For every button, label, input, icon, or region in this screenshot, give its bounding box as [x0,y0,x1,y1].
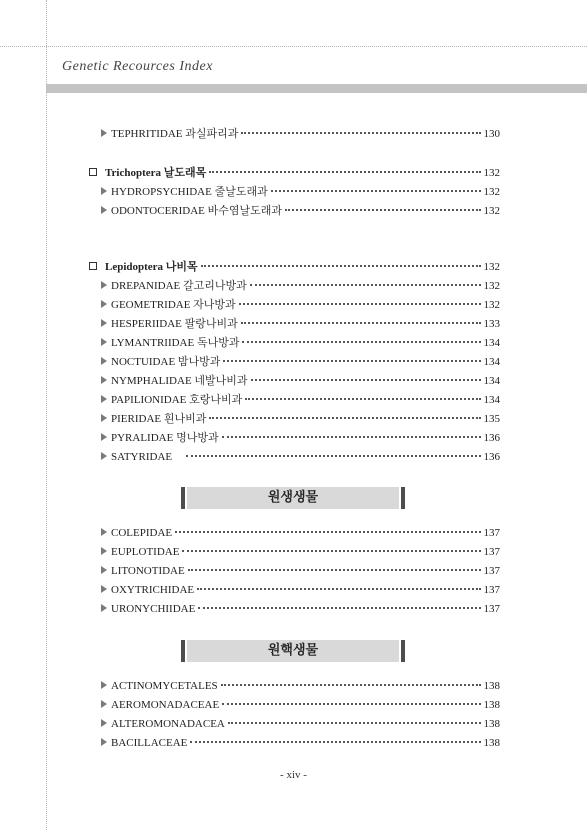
dot-leader [241,132,480,134]
dot-leader [241,322,481,324]
entry-page-number: 134 [483,337,500,349]
index-entry [101,392,500,408]
group-label: Lepidoptera 나비목 [105,261,198,273]
square-bullet-icon [89,262,97,270]
triangle-bullet-icon [101,395,107,403]
dot-leader [222,436,481,438]
entry-label: OXYTRICHIDAE [111,584,195,596]
entry-label: LYMANTRIIDAE 독나방과 [111,337,240,349]
index-group-heading [89,259,500,275]
triangle-bullet-icon [101,319,107,327]
dot-leader [198,607,480,609]
group-label: Trichoptera 날도래목 [105,167,207,179]
triangle-bullet-icon [101,357,107,365]
dot-leader [190,741,480,743]
index-entry [101,278,500,294]
margin-guide-vertical [46,0,47,830]
index-entry [101,582,500,598]
triangle-bullet-icon [101,528,107,536]
entry-page-number: 138 [483,699,500,711]
index-entry [101,678,500,694]
entry-label: COLEPIDAE [111,527,173,539]
entry-label: URONYCHIIDAE [111,603,196,615]
index-entry [101,563,500,579]
dot-leader [175,531,480,533]
index-entry [101,203,500,219]
section-right-bar [401,487,405,509]
section-title: 원핵생물 [187,640,399,662]
triangle-bullet-icon [101,738,107,746]
dot-leader [197,588,480,590]
entry-page-number: 132 [483,186,500,198]
triangle-bullet-icon [101,585,107,593]
header-rule-bar [46,84,587,93]
index-entry [101,184,500,200]
triangle-bullet-icon [101,604,107,612]
index-entry [101,335,500,351]
dot-leader [251,379,481,381]
index-entry [101,716,500,732]
triangle-bullet-icon [101,566,107,574]
triangle-bullet-icon [101,681,107,689]
entry-page-number: 136 [483,432,500,444]
dot-leader [239,303,481,305]
entry-page-number: 137 [483,603,500,615]
dot-leader [222,703,480,705]
triangle-bullet-icon [101,719,107,727]
dot-leader [242,341,480,343]
entry-page-number: 135 [483,413,500,425]
entry-label: PIERIDAE 흰나비과 [111,413,207,425]
triangle-bullet-icon [101,338,107,346]
group-page-number: 132 [483,261,500,273]
entry-page-number: 137 [483,584,500,596]
dot-leader [271,190,481,192]
entry-label: DREPANIDAE 갈고리나방과 [111,280,247,292]
group-page-number: 132 [483,167,500,179]
entry-label: BACILLACEAE [111,737,188,749]
entry-label: SATYRIDAE [111,451,173,463]
entry-label: HYDROPSYCHIDAE 줄날도래과 [111,186,268,198]
entry-page-number: 134 [483,356,500,368]
entry-label: ACTINOMYCETALES [111,680,218,692]
dot-leader [285,209,480,211]
dot-leader [182,550,480,552]
entry-page-number: 137 [483,546,500,558]
entry-label: ALTEROMONADACEA [111,718,225,730]
entry-page-number: 137 [483,527,500,539]
index-entry [101,411,500,427]
index-entry [101,297,500,313]
entry-page-number: 137 [483,565,500,577]
entry-label: GEOMETRIDAE 자나방과 [111,299,236,311]
dot-leader [209,171,480,173]
index-entry [101,735,500,751]
section-left-bar [181,640,185,662]
section-right-bar [401,640,405,662]
section-title: 원생생물 [187,487,399,509]
page-number-footer: - xiv - [280,769,307,781]
triangle-bullet-icon [101,414,107,422]
triangle-bullet-icon [101,206,107,214]
triangle-bullet-icon [101,129,107,137]
triangle-bullet-icon [101,700,107,708]
square-bullet-icon [89,168,97,176]
entry-label: PYRALIDAE 명나방과 [111,432,219,444]
entry-label: ODONTOCERIDAE 바수염날도래과 [111,205,283,217]
entry-page-number: 134 [483,394,500,406]
dot-leader [228,722,481,724]
dot-leader [188,569,481,571]
section-left-bar [181,487,185,509]
entry-page-number: 136 [483,451,500,463]
triangle-bullet-icon [101,433,107,441]
index-entry [101,430,500,446]
entry-label: TEPHRITIDAE 과실파리과 [111,128,239,140]
index-entry [101,601,500,617]
entry-label: PAPILIONIDAE 호랑나비과 [111,394,243,406]
dot-leader [250,284,481,286]
entry-label: LITONOTIDAE [111,565,185,577]
entry-page-number: 132 [483,299,500,311]
entry-page-number: 133 [483,318,500,330]
section-header-prokaryotes [181,640,405,662]
dot-leader [221,684,481,686]
entry-page-number: 132 [483,280,500,292]
index-entry [101,525,500,541]
entry-page-number: 138 [483,680,500,692]
section-header-protists [181,487,405,509]
index-entry [101,697,500,713]
triangle-bullet-icon [101,376,107,384]
entry-page-number: 130 [483,128,500,140]
dot-leader [245,398,480,400]
index-entry [101,354,500,370]
entry-label: EUPLOTIDAE [111,546,180,558]
triangle-bullet-icon [101,187,107,195]
entry-label: AEROMONADACEAE [111,699,220,711]
entry-page-number: 138 [483,718,500,730]
dot-leader [223,360,480,362]
index-entry [101,373,500,389]
index-entry [101,126,500,142]
triangle-bullet-icon [101,300,107,308]
entry-label: NYMPHALIDAE 네발나비과 [111,375,248,387]
entry-label: HESPERIIDAE 팔랑나비과 [111,318,238,330]
index-entry [101,316,500,332]
dot-leader [209,417,480,419]
running-header-title: Genetic Recources Index [62,59,213,74]
entry-page-number: 134 [483,375,500,387]
dot-leader [201,265,481,267]
margin-guide-horizontal [0,46,587,47]
dot-leader [186,455,480,457]
entry-page-number: 132 [483,205,500,217]
index-group-heading [89,165,500,181]
triangle-bullet-icon [101,547,107,555]
triangle-bullet-icon [101,452,107,460]
entry-label: NOCTUIDAE 밤나방과 [111,356,221,368]
index-entry [101,449,500,465]
entry-page-number: 138 [483,737,500,749]
index-entry [101,544,500,560]
triangle-bullet-icon [101,281,107,289]
